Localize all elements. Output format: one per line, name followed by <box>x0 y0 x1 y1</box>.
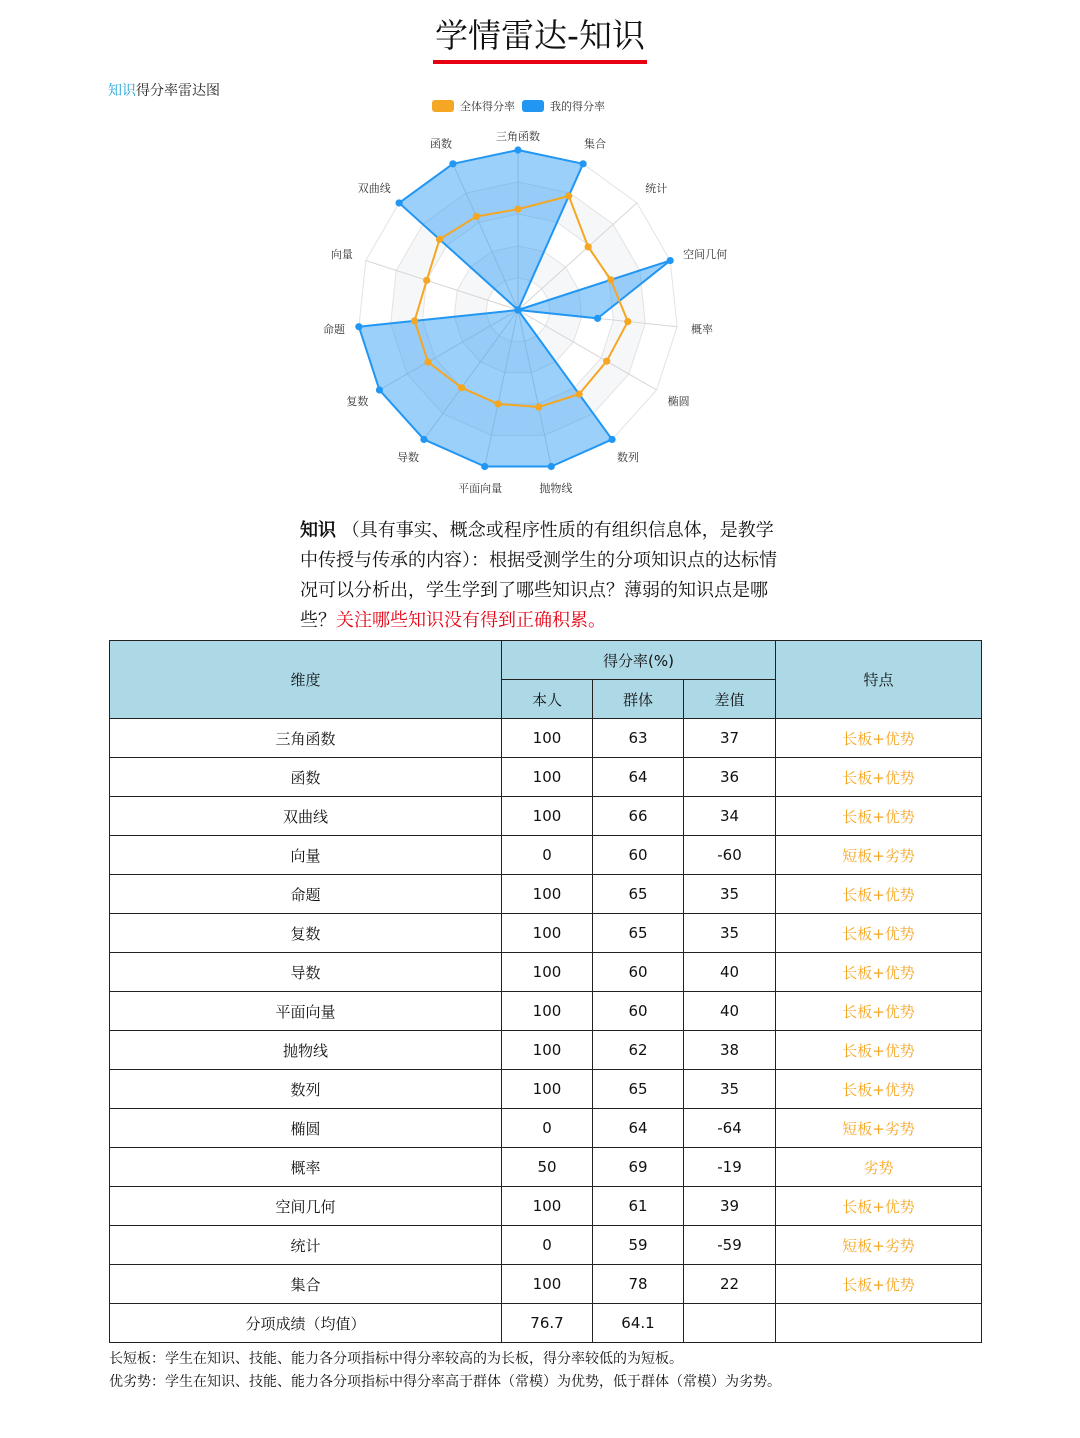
cell-feature: 长板+优势 <box>776 992 982 1031</box>
radar-category-label: 概率 <box>691 323 714 337</box>
cell-self: 100 <box>502 758 593 797</box>
point-mine[interactable] <box>608 436 615 443</box>
cell-dimension: 向量 <box>110 836 502 875</box>
cell-self: 76.7 <box>502 1304 593 1343</box>
table-row <box>110 914 982 953</box>
cell-dimension: 双曲线 <box>110 797 502 836</box>
cell-group: 60 <box>593 836 684 875</box>
point-overall[interactable] <box>411 317 418 324</box>
cell-diff: 35 <box>684 875 776 914</box>
cell-diff: 40 <box>684 992 776 1031</box>
table-row <box>110 836 982 875</box>
point-mine[interactable] <box>514 306 521 313</box>
radar-category-label: 抛物线 <box>539 482 573 494</box>
point-mine[interactable] <box>449 160 456 167</box>
radar-category-label: 函数 <box>429 137 452 151</box>
cell-diff: 38 <box>684 1031 776 1070</box>
cell-self: 0 <box>502 836 593 875</box>
cell-self: 100 <box>502 914 593 953</box>
header-score-rate: 得分率(%) <box>502 641 776 680</box>
point-overall[interactable] <box>424 358 431 365</box>
cell-dimension: 抛物线 <box>110 1031 502 1070</box>
point-overall[interactable] <box>607 276 614 283</box>
radar-category-label: 平面向量 <box>458 482 503 494</box>
cell-dimension: 三角函数 <box>110 719 502 758</box>
table-row <box>110 1070 982 1109</box>
radar-category-label: 复数 <box>346 395 369 408</box>
table-row <box>110 1187 982 1226</box>
radar-category-label: 命题 <box>322 323 345 337</box>
chart-subtitle-highlight: 知识 <box>108 83 136 99</box>
cell-diff: 34 <box>684 797 776 836</box>
cell-feature <box>776 1304 982 1343</box>
radar-category-label: 三角函数 <box>496 130 540 143</box>
point-overall[interactable] <box>624 318 631 325</box>
radar-category-label: 空间几何 <box>683 247 728 261</box>
cell-self: 0 <box>502 1226 593 1265</box>
chart-subtitle <box>108 80 220 100</box>
knowledge-score-table <box>109 640 982 1343</box>
chart-subtitle-text: 得分率雷达图 <box>136 83 220 99</box>
radar-category-label: 导数 <box>397 451 420 465</box>
table-row <box>110 758 982 797</box>
chart-legend[interactable] <box>432 99 605 113</box>
cell-group: 60 <box>593 953 684 992</box>
point-mine[interactable] <box>376 386 383 393</box>
cell-group: 60 <box>593 992 684 1031</box>
cell-feature: 长板+优势 <box>776 1070 982 1109</box>
cell-feature: 长板+优势 <box>776 1265 982 1304</box>
point-mine[interactable] <box>355 323 362 330</box>
point-mine[interactable] <box>579 160 586 167</box>
legend-swatch[interactable] <box>522 100 544 112</box>
cell-diff: 37 <box>684 719 776 758</box>
point-mine[interactable] <box>395 199 402 206</box>
header-feature: 特点 <box>776 641 982 719</box>
radar-category-label: 向量 <box>330 247 353 261</box>
cell-self: 100 <box>502 719 593 758</box>
cell-dimension: 概率 <box>110 1148 502 1187</box>
cell-feature: 劣势 <box>776 1148 982 1187</box>
cell-group: 65 <box>593 914 684 953</box>
cell-feature: 长板+优势 <box>776 758 982 797</box>
table-row <box>110 1226 982 1265</box>
point-overall[interactable] <box>423 277 430 284</box>
point-mine[interactable] <box>514 146 521 153</box>
point-overall[interactable] <box>565 192 572 199</box>
table-row <box>110 719 982 758</box>
cell-group: 63 <box>593 719 684 758</box>
cell-feature: 短板+劣势 <box>776 1109 982 1148</box>
table-summary-row <box>110 1304 982 1343</box>
table-row <box>110 1265 982 1304</box>
knowledge-description <box>300 516 790 636</box>
page-title-wrap <box>0 14 1080 64</box>
cell-self: 100 <box>502 992 593 1031</box>
note-advantage-disadvantage: 优劣势：学生在知识、技能、能力各分项指标中得分率高于群体（常模）为优势，低于群体（常模）为劣势。 <box>109 1374 781 1390</box>
page-title: 学情雷达-知识 <box>433 14 647 64</box>
cell-feature: 长板+优势 <box>776 797 982 836</box>
point-mine[interactable] <box>548 463 555 470</box>
cell-dimension: 复数 <box>110 914 502 953</box>
point-mine[interactable] <box>420 436 427 443</box>
note-strength-weakness: 长短板：学生在知识、技能、能力各分项指标中得分率较高的为长板，得分率较低的为短板。 <box>109 1351 683 1367</box>
cell-diff: -19 <box>684 1148 776 1187</box>
cell-self: 0 <box>502 1109 593 1148</box>
header-dimension: 维度 <box>110 641 502 719</box>
description-term: 知识 <box>300 520 336 541</box>
cell-feature: 长板+优势 <box>776 953 982 992</box>
cell-group: 78 <box>593 1265 684 1304</box>
point-mine[interactable] <box>667 257 674 264</box>
radar-category-label: 集合 <box>584 137 607 151</box>
cell-diff: 36 <box>684 758 776 797</box>
cell-dimension: 椭圆 <box>110 1109 502 1148</box>
cell-diff: 35 <box>684 914 776 953</box>
cell-group: 69 <box>593 1148 684 1187</box>
cell-feature: 长板+优势 <box>776 1187 982 1226</box>
cell-group: 62 <box>593 1031 684 1070</box>
table-row <box>110 1109 982 1148</box>
cell-group: 64 <box>593 1109 684 1148</box>
cell-group: 66 <box>593 797 684 836</box>
table-row <box>110 797 982 836</box>
cell-self: 100 <box>502 1265 593 1304</box>
cell-self: 100 <box>502 1031 593 1070</box>
point-overall[interactable] <box>494 400 501 407</box>
cell-diff: 22 <box>684 1265 776 1304</box>
legend-label[interactable]: 我的得分率 <box>550 100 605 113</box>
cell-feature: 长板+优势 <box>776 1031 982 1070</box>
cell-diff: 39 <box>684 1187 776 1226</box>
cell-dimension: 命题 <box>110 875 502 914</box>
cell-dimension: 平面向量 <box>110 992 502 1031</box>
cell-group: 59 <box>593 1226 684 1265</box>
cell-feature: 短板+劣势 <box>776 836 982 875</box>
cell-dimension: 空间几何 <box>110 1187 502 1226</box>
description-highlight: 关注哪些知识没有得到正确积累。 <box>336 610 606 631</box>
cell-diff: -64 <box>684 1109 776 1148</box>
cell-self: 100 <box>502 797 593 836</box>
cell-dimension: 函数 <box>110 758 502 797</box>
cell-diff: -59 <box>684 1226 776 1265</box>
cell-group: 65 <box>593 875 684 914</box>
point-overall[interactable] <box>585 243 592 250</box>
radar-category-label: 双曲线 <box>357 182 391 196</box>
header-group: 群体 <box>593 680 684 719</box>
header-diff: 差值 <box>684 680 776 719</box>
cell-feature: 长板+优势 <box>776 875 982 914</box>
radar-category-label: 统计 <box>645 182 668 196</box>
cell-feature: 长板+优势 <box>776 719 982 758</box>
point-overall[interactable] <box>514 206 521 213</box>
legend-label[interactable]: 全体得分率 <box>460 100 515 113</box>
point-overall[interactable] <box>576 391 583 398</box>
cell-diff: 40 <box>684 953 776 992</box>
cell-group: 65 <box>593 1070 684 1109</box>
cell-diff: -60 <box>684 836 776 875</box>
point-overall[interactable] <box>458 384 465 391</box>
table-row <box>110 953 982 992</box>
notes <box>109 1348 781 1394</box>
table-row <box>110 1031 982 1070</box>
table-row <box>110 1148 982 1187</box>
cell-feature: 短板+劣势 <box>776 1226 982 1265</box>
point-overall[interactable] <box>603 358 610 365</box>
cell-dimension: 统计 <box>110 1226 502 1265</box>
cell-dimension: 分项成绩（均值） <box>110 1304 502 1343</box>
point-mine[interactable] <box>481 463 488 470</box>
cell-group: 64 <box>593 758 684 797</box>
radar-chart <box>300 94 740 494</box>
cell-self: 100 <box>502 953 593 992</box>
cell-feature: 长板+优势 <box>776 914 982 953</box>
cell-self: 100 <box>502 875 593 914</box>
cell-diff <box>684 1304 776 1343</box>
description-body: （具有事实、概念或程序性质的有组织信息体，是教学中传授与传承的内容）：根据受测学生的分项知识点的达标情况可以分析出，学生学到了哪些知识点？薄弱的知识点是哪些？ <box>300 520 777 631</box>
cell-dimension: 数列 <box>110 1070 502 1109</box>
cell-group: 64.1 <box>593 1304 684 1343</box>
table-body <box>110 719 982 1343</box>
cell-self: 100 <box>502 1070 593 1109</box>
cell-self: 100 <box>502 1187 593 1226</box>
cell-dimension: 集合 <box>110 1265 502 1304</box>
cell-diff: 35 <box>684 1070 776 1109</box>
radar-category-label: 数列 <box>616 451 639 465</box>
header-self: 本人 <box>502 680 593 719</box>
cell-dimension: 导数 <box>110 953 502 992</box>
point-mine[interactable] <box>594 315 601 322</box>
legend-swatch[interactable] <box>432 100 454 112</box>
table-row <box>110 875 982 914</box>
point-overall[interactable] <box>535 403 542 410</box>
cell-group: 61 <box>593 1187 684 1226</box>
table-row <box>110 992 982 1031</box>
cell-self: 50 <box>502 1148 593 1187</box>
point-overall[interactable] <box>473 213 480 220</box>
radar-category-label: 椭圆 <box>667 395 690 408</box>
point-overall[interactable] <box>436 236 443 243</box>
